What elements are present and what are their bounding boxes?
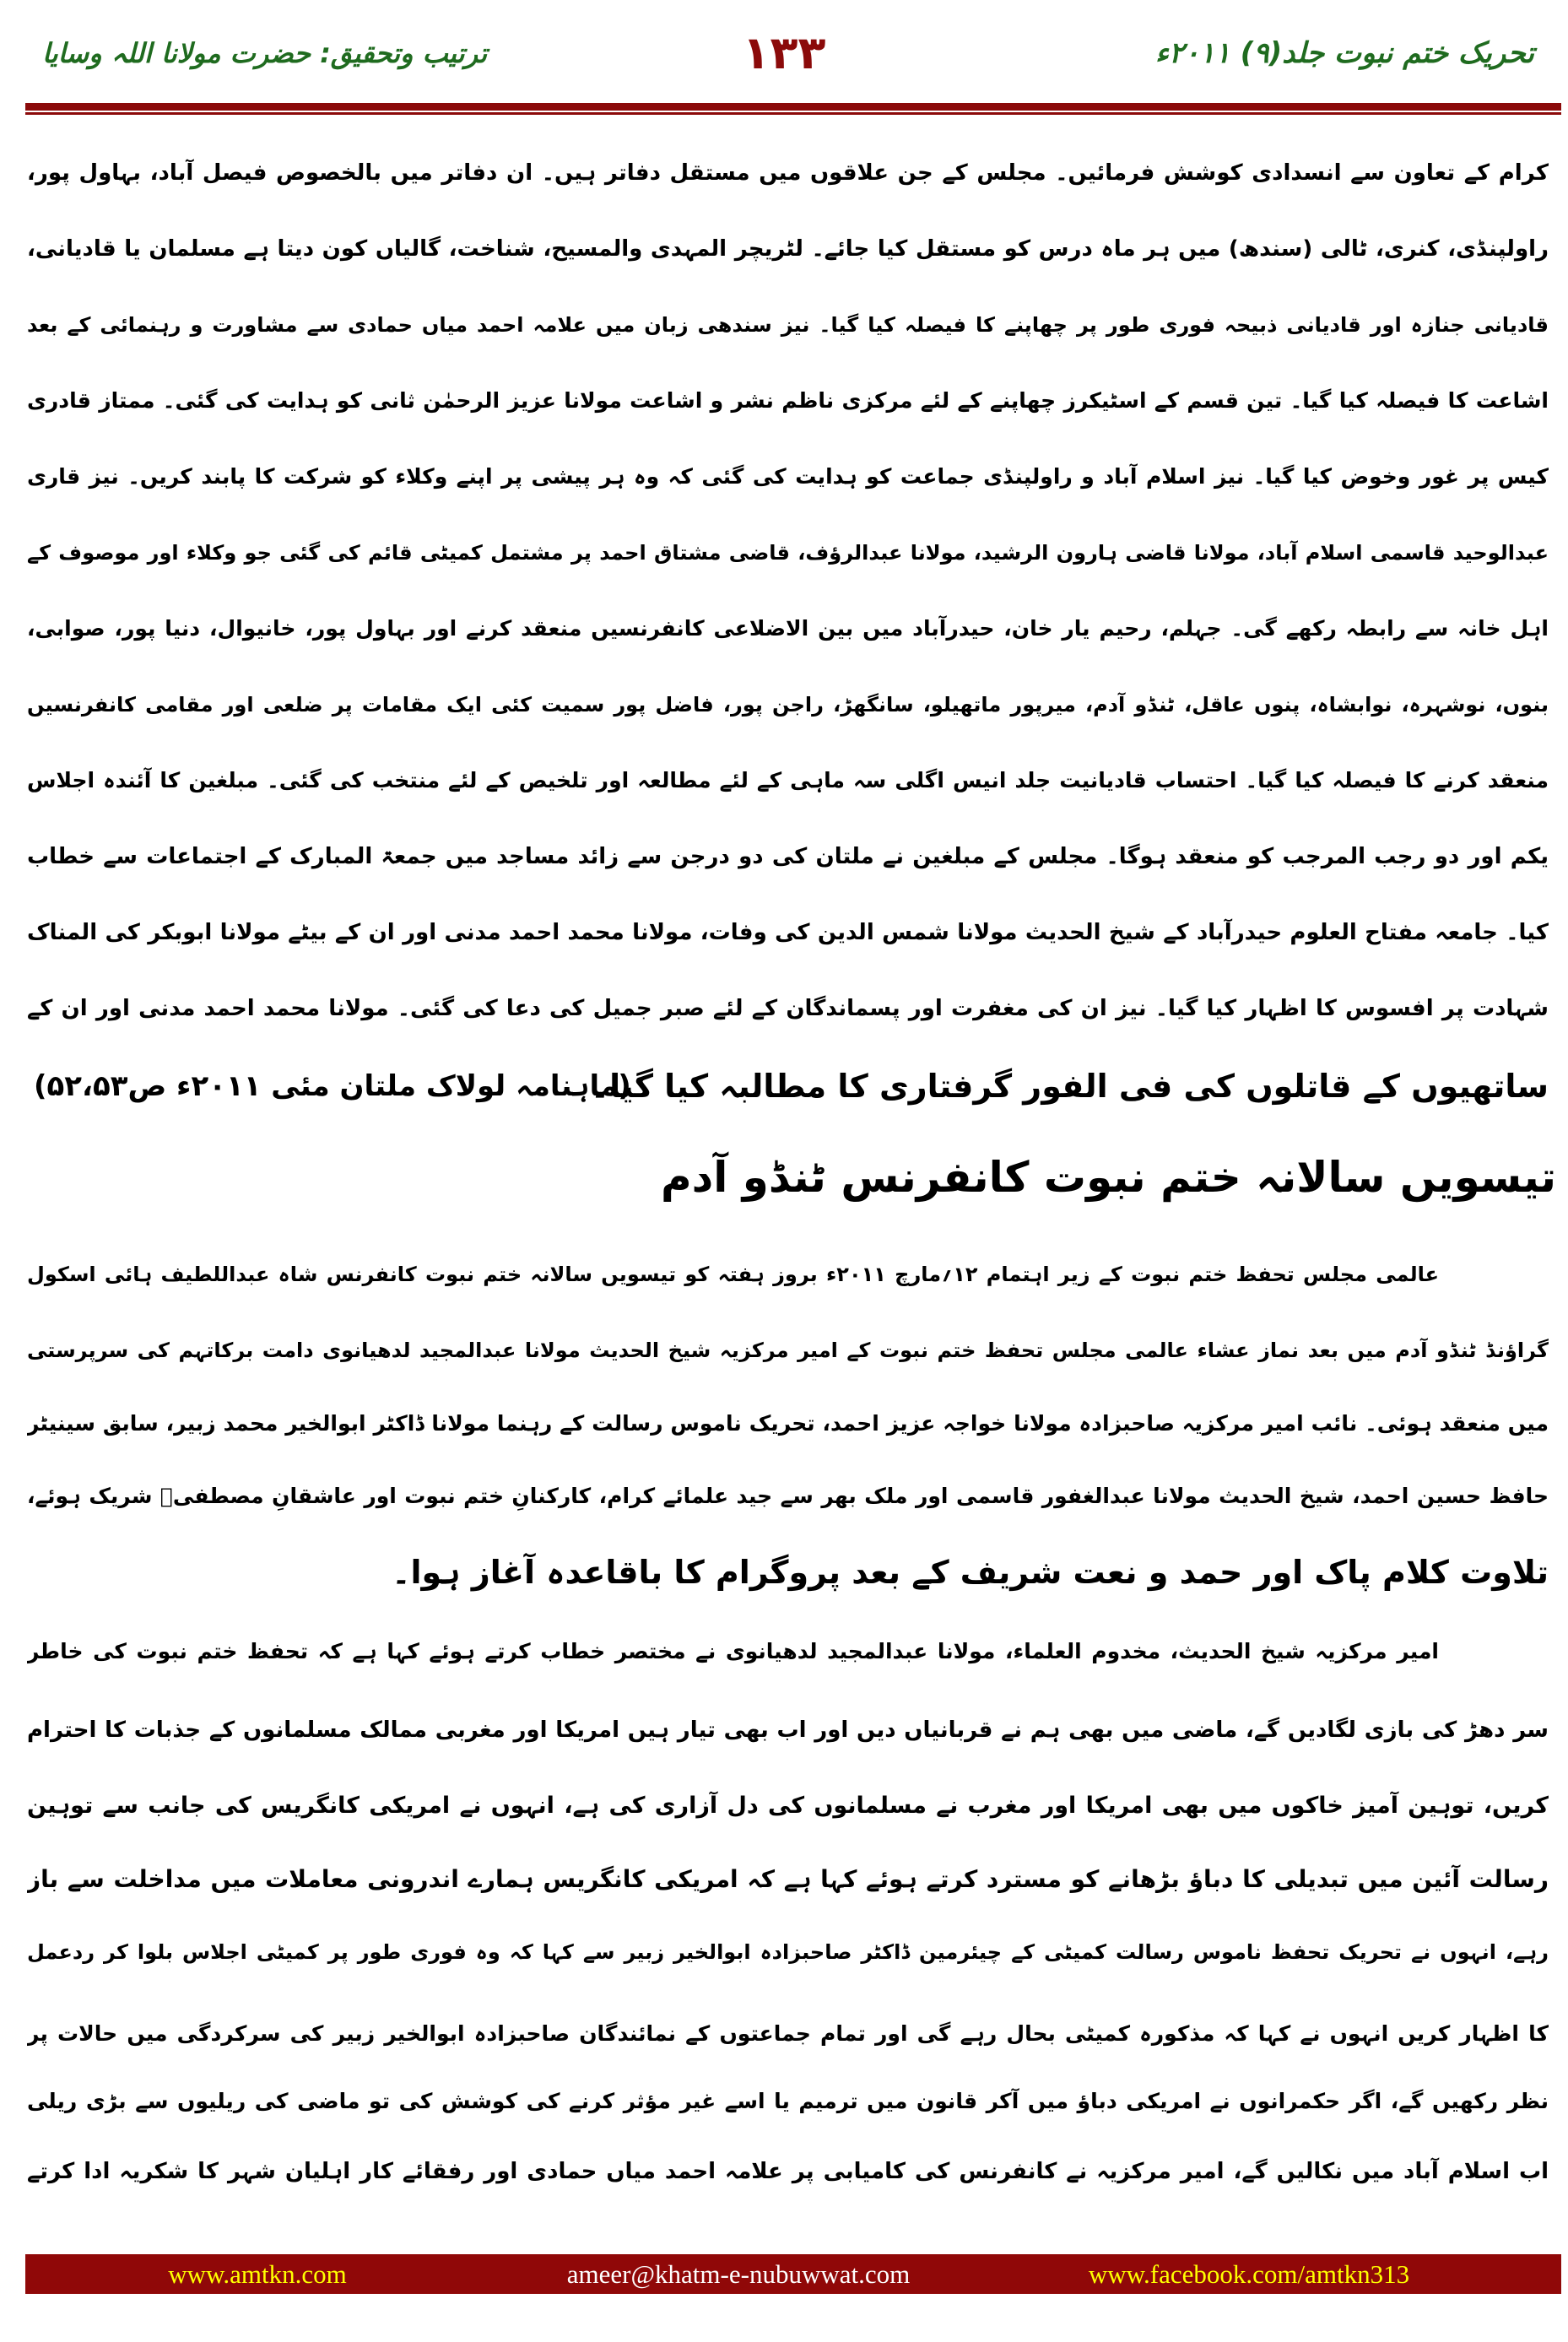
text-line: عالمی مجلس تحفظ ختم نبوت کے زیر اہتمام ۱۲؍مارچ ۲۰۱۱ء بروز ہفتہ کو تیسویں سالانہ ختم نبوت کانفرنس شاہ عبداللطیف ہائی اسکول: [27, 1263, 1439, 1286]
header-divider-thin: [25, 112, 1561, 115]
text-line: یکم اور دو رجب المرجب کو منعقد ہوگا۔ مجلس کے مبلغین نے ملتان کی دو درجن سے زائد مساجد میں جمعۃ المبارک کے اجتماعات سے خطاب: [27, 844, 1549, 869]
text-line: کیا۔ جامعہ مفتاح العلوم حیدرآباد کے شیخ الحدیث مولانا شمس الدین کی وفات، مولانا محمد احمد مدنی اور ان کے بیٹے مولانا ابوبکر کی المناک: [27, 920, 1549, 945]
email-link[interactable]: ameer@khatm-e-nubuwwat.com: [566, 2259, 911, 2289]
text-line: گراؤنڈ ٹنڈو آدم میں بعد نماز عشاء عالمی مجلس تحفظ ختم نبوت کے امیر مرکزیہ شیخ الحدیث مولانا عبدالمجید لدھیانوی دامت برکاتہم کی سرپرستی: [27, 1339, 1549, 1362]
text-line: امیر مرکزیہ شیخ الحدیث، مخدوم العلماء، مولانا عبدالمجید لدھیانوی نے مختصر خطاب کرتے ہوئے کہا ہے کہ تحفظ ختم نبوت کی خاطر: [27, 1639, 1439, 1663]
section-heading: تیسویں سالانہ ختم نبوت کانفرنس ٹنڈو آدم: [660, 1153, 1556, 1202]
source-citation: (ماہنامہ لولاک ملتان مئی ۲۰۱۱ء ص۵۲،۵۳): [34, 1069, 631, 1103]
text-line: کا اظہار کریں انہوں نے کہا کہ مذکورہ کمیٹی بحال رہے گی اور تمام جماعتوں کے نمائندگان صاحبزادہ ابوالخیر زبیر کی سرکردگی میں حالات پر: [27, 2021, 1549, 2046]
text-line: حافظ حسین احمد، شیخ الحدیث مولانا عبدالغفور قاسمی اور ملک بھر سے جید علمائے کرام، کارکنانِ ختم نبوت اور عاشقانِ مصطفیؐ شریک ہوئے،: [27, 1484, 1549, 1508]
text-line: راولپنڈی، کنری، ٹالی (سندھ) میں ہر ماہ درس کو مستقل کیا جائے۔ لٹریچر المہدی والمسیح، شناخت، گالیاں کون دیتا ہے مسلمان یا قادیانی،: [27, 236, 1549, 262]
website-link[interactable]: www.amtkn.com: [168, 2259, 347, 2289]
page-number: ۱۳۳: [742, 26, 826, 79]
text-line: قادیانی جنازہ اور قادیانی ذبیحہ فوری طور پر چھاپنے کا فیصلہ کیا گیا۔ نیز سندھی زبان میں علامہ احمد میاں حمادی سے مشاورت و رہنمائی کے بعد: [27, 313, 1549, 337]
text-line: میں منعقد ہوئی۔ نائب امیر مرکزیہ صاحبزادہ مولانا خواجہ عزیز احمد، تحریک ناموس رسالت کے رہنما مولانا ڈاکٹر ابوالخیر محمد زبیر، سابق سینیٹر: [27, 1411, 1549, 1436]
text-line: اشاعت کا فیصلہ کیا گیا۔ تین قسم کے اسٹیکرز چھاپنے کے لئے مرکزی ناظم نشر و اشاعت مولانا عزیز الرحمٰن ثانی کو ہدایت کی گئی۔ ممتاز قادری: [27, 388, 1549, 413]
text-line: کیس پر غور وخوض کیا گیا۔ نیز اسلام آباد و راولپنڈی جماعت کو ہدایت کی گئی کہ وہ ہر پیشی پر اپنے وکلاء کو شرکت کا پابند کریں۔ نیز قاری: [27, 464, 1549, 489]
text-line: کریں، توہین آمیز خاکوں میں بھی امریکا اور مغرب نے مسلمانوں کی دل آزاری کی ہے، انہوں نے امریکی کانگریس کی جانب سے توہین: [27, 1793, 1549, 1819]
text-line: منعقد کرنے کا فیصلہ کیا گیا۔ احتساب قادیانیت جلد انیس اگلی سہ ماہی کے لئے مطالعہ اور تلخیص کے لئے منتخب کی گئی۔ مبلغین کا آئندہ اجلاس: [27, 768, 1549, 792]
text-line: اب اسلام آباد میں نکالیں گے، امیر مرکزیہ نے کانفرنس کی کامیابی پر علامہ احمد میاں حمادی اور رفقائے کار اہلیان شہر کا شکریہ ادا کرتے: [27, 2159, 1549, 2184]
text-line: بنوں، نوشہرہ، نوابشاہ، پنوں عاقل، ٹنڈو آدم، میرپور ماتھیلو، سانگھڑ، راجن پور، فاضل پور سمیت کئی ایک مقامات پر ضلعی اور مقامی کانفرنسیں: [27, 693, 1549, 717]
facebook-link[interactable]: www.facebook.com/amtkn313: [1088, 2259, 1410, 2289]
text-line: تلاوت کلام پاک اور حمد و نعت شریف کے بعد پروگرام کا باقاعدہ آغاز ہوا۔: [392, 1554, 1549, 1591]
text-line: عبدالوحید قاسمی اسلام آباد، مولانا قاضی ہارون الرشید، مولانا عبدالرؤف، قاضی مشتاق احمد پر مشتمل کمیٹی قائم کی گئی جو وکلاء اور موصوف کے: [27, 541, 1549, 565]
text-line: رسالت آئین میں تبدیلی کا دباؤ بڑھانے کو مسترد کرتے ہوئے کہا ہے کہ امریکی کانگریس ہمارے اندرونی معاملات میں مداخلت سے باز: [27, 1865, 1549, 1893]
text-line: کرام کے تعاون سے انسدادی کوشش فرمائیں۔ مجلس کے جن علاقوں میں مستقل دفاتر ہیں۔ ان دفاتر میں بالخصوص فیصل آباد، بہاول پور،: [27, 160, 1549, 186]
header-divider-thick: [25, 103, 1561, 111]
text-line: شہادت پر افسوس کا اظہار کیا گیا۔ نیز ان کی مغفرت اور پسماندگان کے لئے صبر جمیل کی دعا کی گئی۔ مولانا محمد احمد مدنی اور ان کے: [27, 996, 1549, 1021]
footer-bar: [25, 2254, 1561, 2294]
text-line: سر دھڑ کی بازی لگادیں گے، ماضی میں بھی ہم نے قربانیاں دیں اور اب بھی تیار ہیں امریکا اور مغربی ممالک مسلمانوں کے جذبات کا احترام: [27, 1717, 1549, 1743]
compiler-credit: ترتیب وتحقیق: حضرت مولانا اللہ وسایا: [42, 37, 488, 69]
text-line: رہے، انہوں نے تحریک تحفظ ناموس رسالت کمیٹی کے چیئرمین ڈاکٹر صاحبزادہ ابوالخیر زبیر سے کہا کہ وہ فوری طور پر کمیٹی اجلاس بلوا کر ردعمل: [27, 1940, 1549, 1964]
text-line: ساتھیوں کے قاتلوں کی فی الفور گرفتاری کا مطالبہ کیا گیا۔: [590, 1068, 1549, 1105]
book-title: تحریک ختم نبوت جلد(۹) ۲۰۱۱ء: [1154, 36, 1534, 70]
text-line: اہل خانہ سے رابطہ رکھے گی۔ جہلم، رحیم یار خان، حیدرآباد میں بین الاضلاعی کانفرنسیں منعقد کرنے اور بہاول پور، خانیوال، دنیا پور، صوابی،: [27, 616, 1549, 641]
text-line: نظر رکھیں گے، اگر حکمرانوں نے امریکی دباؤ میں آکر قانون میں ترمیم یا اسے غیر مؤثر کرنے کی کوشش کی تو ماضی کی ریلیوں سے بڑی ریلی: [27, 2089, 1549, 2113]
